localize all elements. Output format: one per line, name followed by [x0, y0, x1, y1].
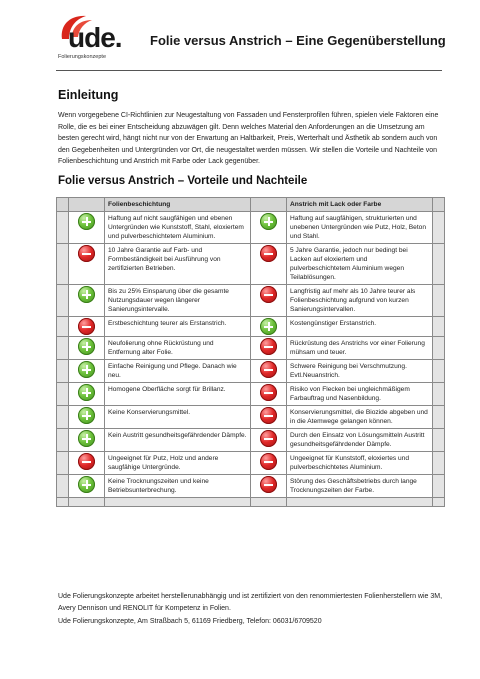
document-title: Folie versus Anstrich – Eine Gegenüberstellung	[150, 33, 446, 48]
foil-cell: Homogene Oberfläche sorgt für Brillanz.	[105, 383, 251, 406]
paint-cell: Kostengünstiger Erstanstrich.	[287, 317, 433, 337]
paint-cell: Rückrüstung des Anstrichs vor einer Folierung mühsam und teuer.	[287, 337, 433, 360]
paint-cell: 5 Jahre Garantie, jedoch nur bedingt bei Lacken auf eloxiertem und pulverbeschichtetem Aluminium wegen Teilablösungen.	[287, 244, 433, 285]
table-row	[57, 337, 445, 360]
foil-cell: Keine Konservierungsmittel.	[105, 406, 251, 429]
minus-icon	[260, 338, 277, 355]
paint-cell: Ungeeignet für Kunststoff, eloxiertes und pulverbeschichtetes Aluminium.	[287, 452, 433, 475]
table-row	[57, 406, 445, 429]
minus-icon	[78, 318, 95, 335]
minus-icon	[78, 245, 95, 262]
table-row	[57, 429, 445, 452]
column-header-paint: Anstrich mit Lack oder Farbe	[287, 198, 433, 212]
paint-cell: Konservierungsmittel, die Biozide abgeben und in die Atemwege gelangen können.	[287, 406, 433, 429]
minus-icon	[260, 361, 277, 378]
paint-cell: Störung des Geschäftsbetriebs durch lange Trocknungszeiten der Farbe.	[287, 475, 433, 498]
table-row	[57, 383, 445, 406]
plus-icon	[260, 213, 277, 230]
paint-cell: Durch den Einsatz von Lösungsmitteln Austritt gesundheitsgefährdender Dämpfe.	[287, 429, 433, 452]
foil-cell: Bis zu 25% Einsparung über die gesamte Nutzungsdauer wegen längerer Sanierungsintervalle.	[105, 285, 251, 317]
foil-cell: Ungeeignet für Putz, Holz und andere saugfähige Untergründe.	[105, 452, 251, 475]
comparison-heading: Folie versus Anstrich – Vorteile und Nachteile	[58, 175, 308, 187]
minus-icon	[260, 384, 277, 401]
minus-icon	[260, 453, 277, 470]
comparison-table	[56, 197, 445, 507]
document-header	[0, 0, 480, 70]
table-row	[57, 285, 445, 317]
intro-heading: Einleitung	[58, 88, 119, 102]
plus-icon	[78, 338, 95, 355]
intro-paragraph: Wenn vorgegebene CI-Richtlinien zur Neugestaltung von Fassaden und Fensterprofilen führen, spielen viele Faktoren eine Rolle, die es bei einer Entscheidung abzuwägen gilt. Denn welches Material den Anforderungen an die Umsetzung am besten gerecht wird, hängt nicht nur von der Erwartung an Haltbarkeit, Preis, Werterhalt und Ästhetik ab sondern auch von den Gegebenheiten und Untergründen vor Ort, die neugestaltet werden müssen. Wir stellen die Vorteile und Nachteile von Folienbeschichtung und Anstrich mit Farbe oder Lack gegenüber.	[58, 112, 439, 165]
paint-cell: Risiko von Flecken bei ungleichmäßigem Farbauftrag und Nasenbildung.	[287, 383, 433, 406]
table-row	[57, 244, 445, 285]
company-logo	[58, 13, 138, 65]
header-divider	[56, 70, 442, 71]
table-row	[57, 360, 445, 383]
minus-icon	[260, 245, 277, 262]
foil-cell: Neufolierung ohne Rückrüstung und Entfernung alter Folie.	[105, 337, 251, 360]
table-footer-row	[57, 498, 445, 507]
table-row	[57, 475, 445, 498]
foil-cell: Keine Trocknungszeiten und keine Betriebsunterbrechung.	[105, 475, 251, 498]
plus-icon	[260, 318, 277, 335]
logo-wordmark: ude.	[68, 22, 122, 53]
foil-cell: Kein Austritt gesundheitsgefährdender Dämpfe.	[105, 429, 251, 452]
table-row	[57, 317, 445, 337]
plus-icon	[78, 361, 95, 378]
paint-cell: Langfristig auf mehr als 10 Jahre teurer als Folienbeschichtung aufgrund von kurzen Sanierungsintervallen.	[287, 285, 433, 317]
foil-cell: 10 Jahre Garantie auf Farb- und Formbeständigkeit bei Ausführung von zertifizierten Betrieben.	[105, 244, 251, 285]
certification-statement: Ude Folierungskonzepte arbeitet herstellerunabhängig und ist zertifiziert von den renommiertesten Folienherstellern wie 3M, Avery Dennison und RENOLIT für Kompetenz in Folien.	[58, 593, 443, 612]
column-header-foil: Folienbeschichtung	[105, 198, 251, 212]
minus-icon	[260, 407, 277, 424]
minus-icon	[260, 430, 277, 447]
plus-icon	[78, 384, 95, 401]
plus-icon	[78, 407, 95, 424]
plus-icon	[78, 476, 95, 493]
plus-icon	[78, 430, 95, 447]
company-address: Ude Folierungskonzepte, Am Straßbach 5, 61169 Friedberg, Telefon: 06031/6709520	[58, 618, 322, 625]
minus-icon	[260, 286, 277, 303]
table-row	[57, 452, 445, 475]
logo-tagline: Folierungskonzepte	[58, 54, 107, 60]
table-header-row	[57, 198, 445, 212]
paint-cell: Haftung auf saugfähigen, strukturierten und unebenen Untergründen wie Putz, Holz, Beton und Stahl.	[287, 212, 433, 244]
minus-icon	[78, 453, 95, 470]
foil-cell: Erstbeschichtung teurer als Erstanstrich.	[105, 317, 251, 337]
foil-cell: Einfache Reinigung und Pflege. Danach wie neu.	[105, 360, 251, 383]
minus-icon	[260, 476, 277, 493]
plus-icon	[78, 213, 95, 230]
paint-cell: Schwere Reinigung bei Verschmutzung. Evtl.Neuanstrich.	[287, 360, 433, 383]
table-row	[57, 212, 445, 244]
plus-icon	[78, 286, 95, 303]
foil-cell: Haftung auf nicht saugfähigen und ebenen Untergründen wie Kunststoff, Stahl, eloxiertem und pulverbeschichtetem Aluminium.	[105, 212, 251, 244]
